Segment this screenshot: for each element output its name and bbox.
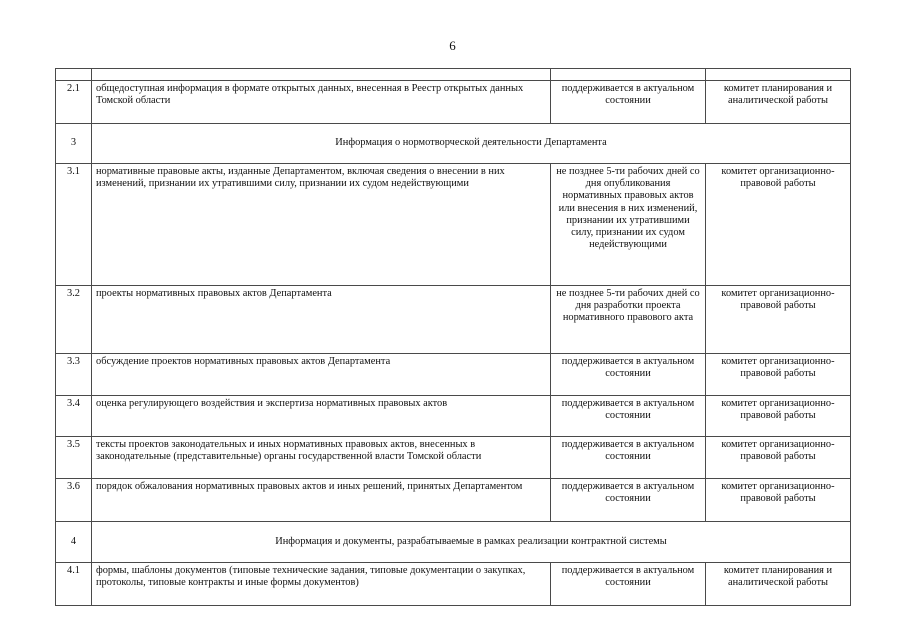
item-number: 3.1 [56, 164, 92, 286]
item-info: проекты нормативных правовых актов Департамента [92, 286, 551, 354]
item-term: поддерживается в актуальном состоянии [551, 437, 706, 479]
item-info: оценка регулирующего воздействия и экспертиза нормативных правовых актов [92, 396, 551, 437]
cell-blank [706, 69, 851, 81]
table-row [56, 479, 851, 522]
table-row [56, 164, 851, 286]
item-term: поддерживается в актуальном состоянии [551, 563, 706, 606]
section-number: 4 [56, 522, 92, 563]
item-term: не позднее 5-ти рабочих дней со дня разработки проекта нормативного правового акта [551, 286, 706, 354]
item-responsible: комитет организационно-правовой работы [706, 286, 851, 354]
section-row [56, 124, 851, 164]
table-row [56, 354, 851, 396]
item-number: 2.1 [56, 81, 92, 124]
table-row [56, 69, 851, 81]
item-responsible: комитет организационно-правовой работы [706, 354, 851, 396]
item-responsible: комитет организационно-правовой работы [706, 164, 851, 286]
item-number: 4.1 [56, 563, 92, 606]
information-list-table [55, 68, 851, 606]
item-info: формы, шаблоны документов (типовые технические задания, типовые документации о закупках, протоколы, типовые контракты и иные формы документов) [92, 563, 551, 606]
table-row [56, 396, 851, 437]
item-info: нормативные правовые акты, изданные Департаментом, включая сведения о внесении в них изменений, признании их утратившими силу, признании их судом недействующими [92, 164, 551, 286]
item-info: обсуждение проектов нормативных правовых актов Департамента [92, 354, 551, 396]
item-term: поддерживается в актуальном состоянии [551, 396, 706, 437]
item-responsible: комитет организационно-правовой работы [706, 396, 851, 437]
item-info: тексты проектов законодательных и иных нормативных правовых актов, внесенных в законодательные (представительные) органы государственной власти Томской области [92, 437, 551, 479]
cell-blank [92, 69, 551, 81]
item-info: порядок обжалования нормативных правовых актов и иных решений, принятых Департаментом [92, 479, 551, 522]
item-number: 3.2 [56, 286, 92, 354]
item-responsible: комитет организационно-правовой работы [706, 437, 851, 479]
item-number: 3.4 [56, 396, 92, 437]
item-responsible: комитет планирования и аналитической работы [706, 81, 851, 124]
item-term: поддерживается в актуальном состоянии [551, 81, 706, 124]
item-term: поддерживается в актуальном состоянии [551, 479, 706, 522]
section-number: 3 [56, 124, 92, 164]
item-responsible: комитет планирования и аналитической работы [706, 563, 851, 606]
item-number: 3.6 [56, 479, 92, 522]
page-number: 6 [449, 38, 456, 53]
item-term: поддерживается в актуальном состоянии [551, 354, 706, 396]
item-responsible: комитет организационно-правовой работы [706, 479, 851, 522]
cell-blank [551, 69, 706, 81]
section-row [56, 522, 851, 563]
cell-blank [56, 69, 92, 81]
section-title: Информация о нормотворческой деятельности Департамента [92, 124, 851, 164]
table-row [56, 81, 851, 124]
table-row [56, 437, 851, 479]
item-number: 3.5 [56, 437, 92, 479]
section-title: Информация и документы, разрабатываемые в рамках реализации контрактной системы [92, 522, 851, 563]
table-row [56, 563, 851, 606]
item-number: 3.3 [56, 354, 92, 396]
item-info: общедоступная информация в формате открытых данных, внесенная в Реестр открытых данных Томской области [92, 81, 551, 124]
item-term: не позднее 5-ти рабочих дней со дня опубликования нормативных правовых актов или внесения в них изменений, признании их утратившими силу, признании их судом недействующими [551, 164, 706, 286]
table-row [56, 286, 851, 354]
